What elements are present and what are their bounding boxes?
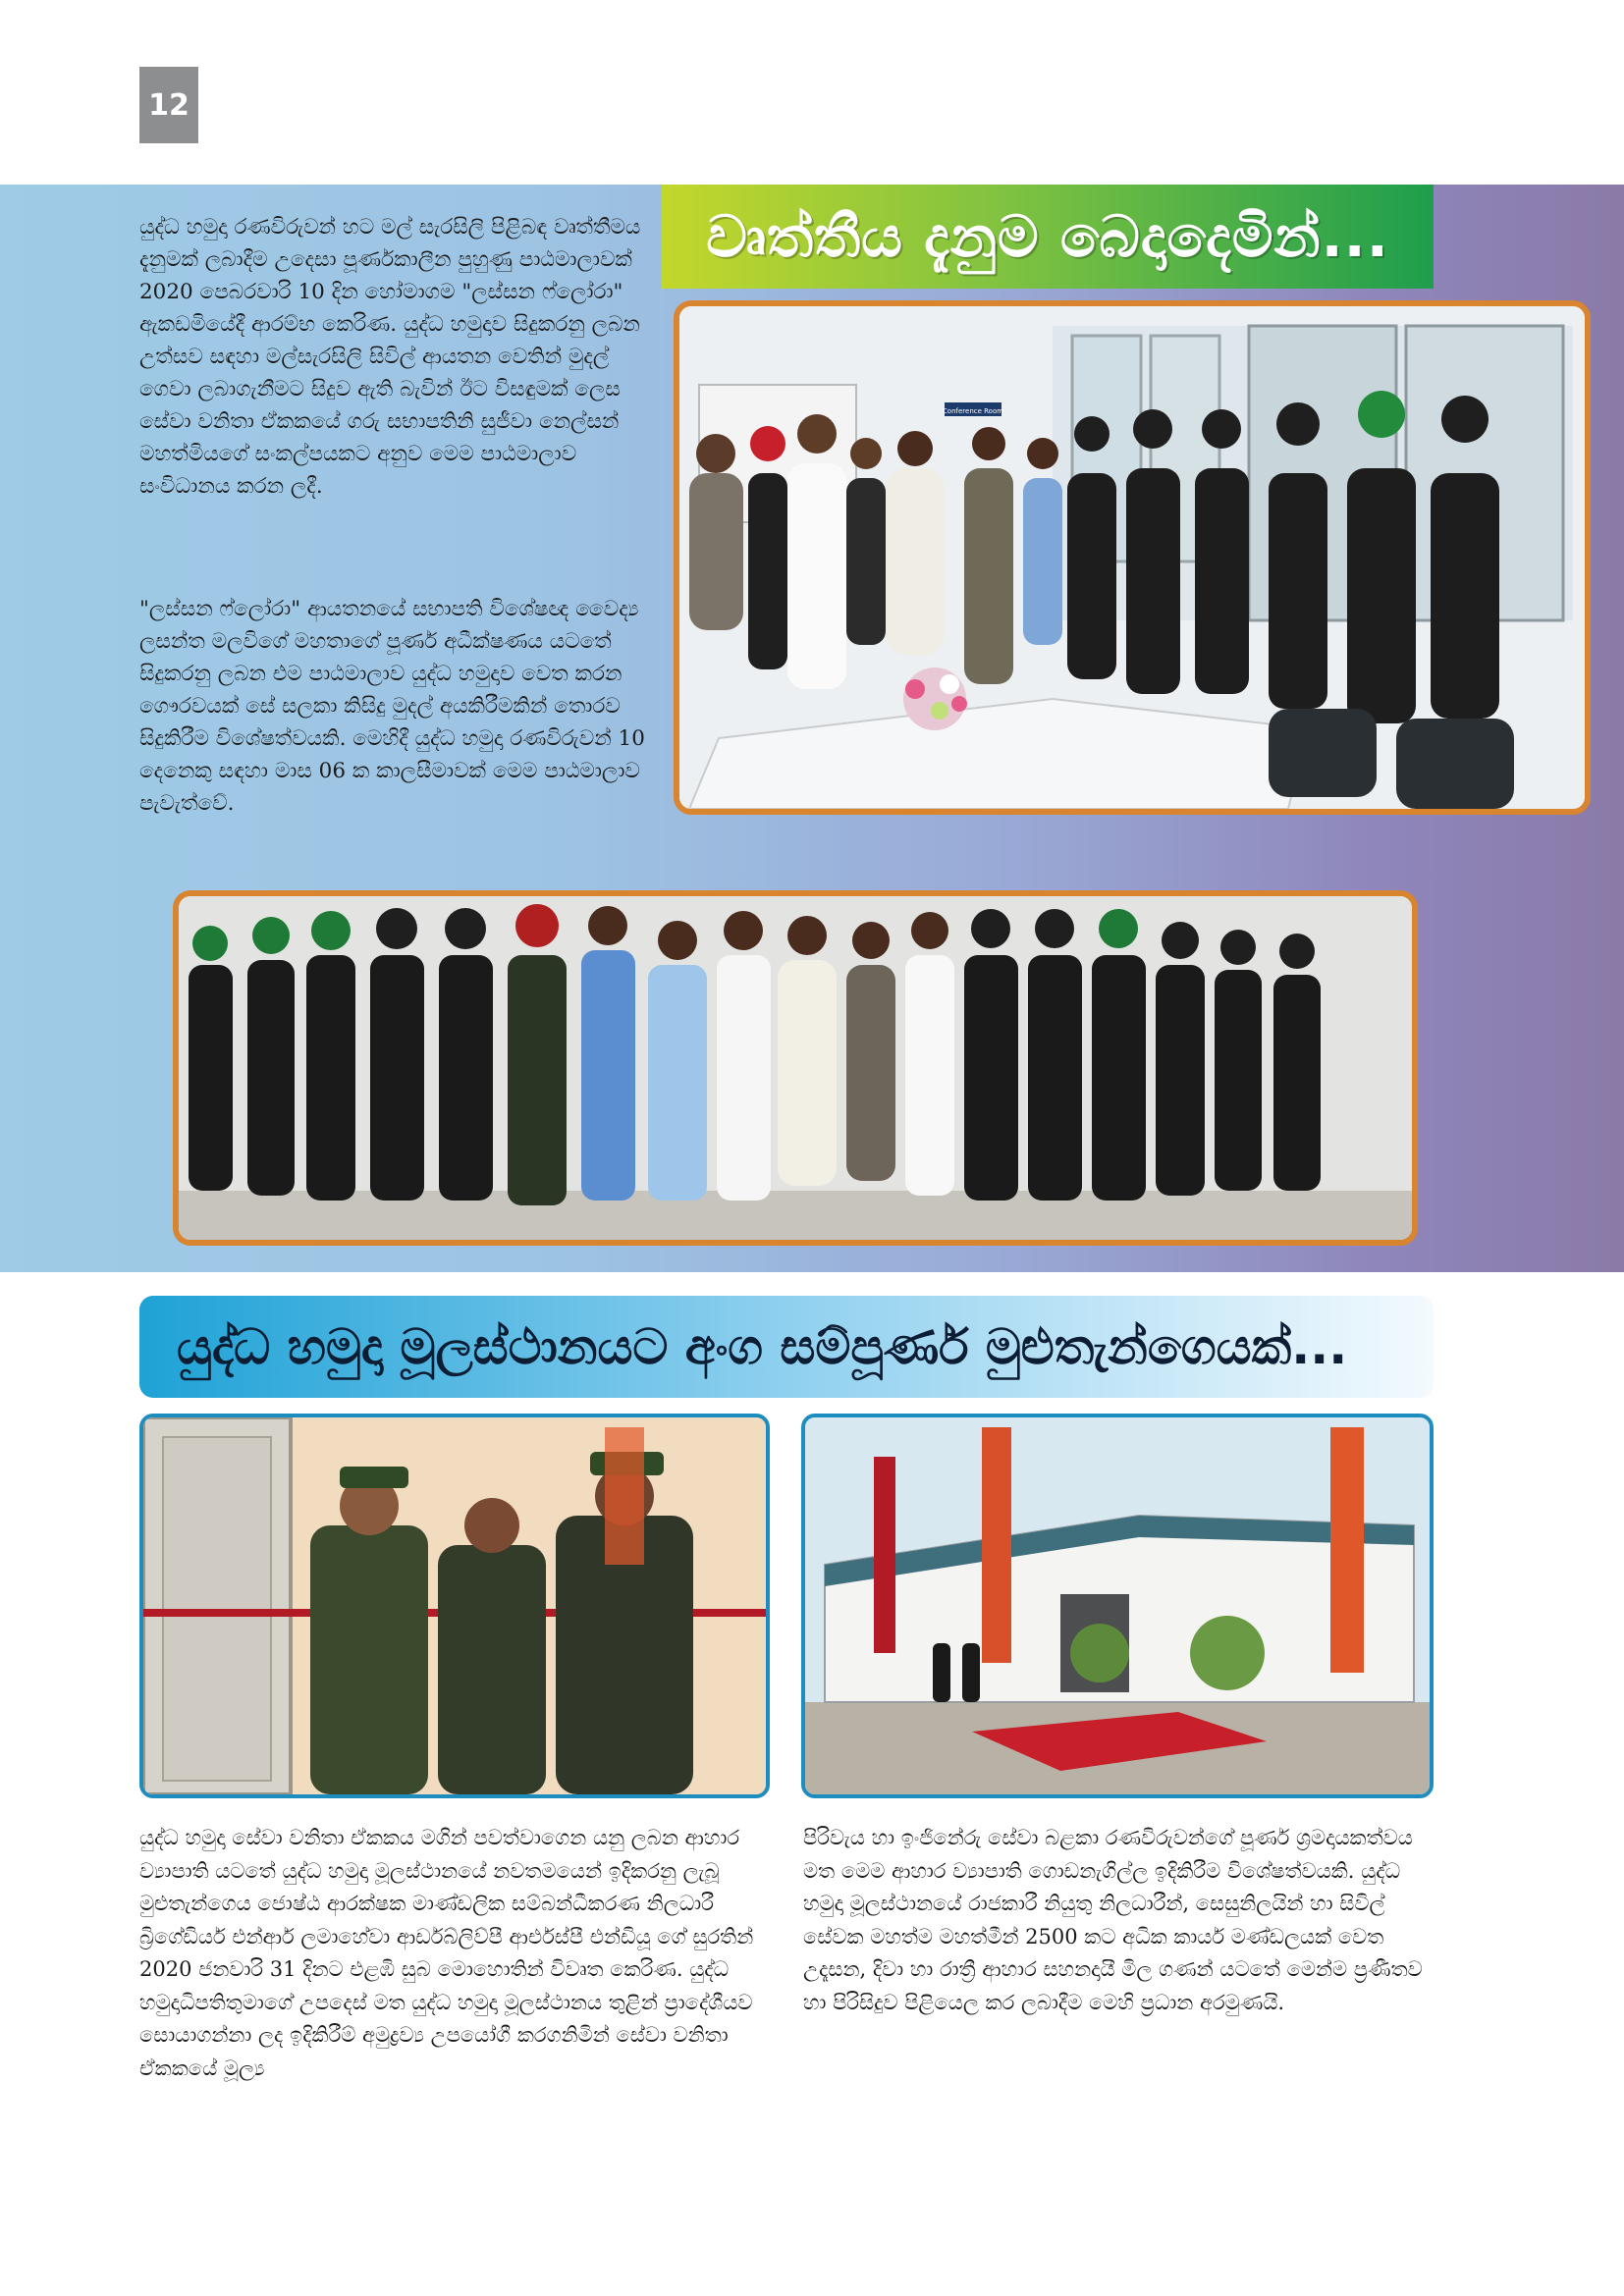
- section-1-paragraph-1: යුද්ධ හමුදා රණවිරුවන් හට මල් සැරසිලි පිළිබඳ වෘත්තීමය දැනුමක් ලබාදීම උදෙසා පූර්ණකාලීන පුහුණු පාඨමාලාවක් 2020 පෙබරවාරි 10 දින හෝමාගම "ලස්සන ෆ්ලෝරා" ඇකඩමියේදී ආරම්භ කෙරිණ. යුද්ධ හමුදාව සිදුකරනු ලබන උත්සව සඳහා මල්සැරසිලි සිවිල් ආයතන වෙතින් මුදල් ගෙවා ලබාගැනීමට සිදුව ඇති බැවින් ඊට විසඳුමක් ලෙස සේවා වනිතා ඒකකයේ ගරු සභාපතිනි සුජීවා නෙල්සන් මහත්මියගේ සංකල්පයකට අනුව මෙම පාඨමාලාව සංවිධානය කරන ලදී.: [139, 215, 641, 499]
- meeting-room-photo: [674, 300, 1591, 815]
- section-1-paragraph-2: "ලස්සන ෆ්ලෝරා" ආයතනයේ සභාපති විශේෂඥ වෛද්‍ය ලසන්ත මලවිගේ මහතාගේ පූර්ණ අධීක්ෂණය යටතේ සිදුකරනු ලබන එම පාඨමාලාව යුද්ධ හමුදාව වෙත කරන ගෞරවයක් සේ සලකා කිසිදු මුදල් අයකිරීමකින් තොරව සිදුකිරීම විශේෂත්වයකි. මෙහිදී යුද්ධ හමුදා රණවිරුවන් 10 දෙනෙකු සඳහා මාස 06 ක කාලසීමාවක් මෙම පාඨමාලාව පැවැත්වේ.: [139, 597, 645, 816]
- section-2-paragraph-1: යුද්ධ හමුදා සේවා වනිතා ඒකකය මගින් පවත්වාගෙන යනු ලබන ආහාර ව්‍යාපාති යටතේ යුද්ධ හමුදා මූලස්ථානයේ නවතමයෙන් ඉදිකරනු ලැබූ මුළුතැන්ගෙය ජොෂ්ඨ ආරක්ෂක මාණ්ඩලික සම්බන්ධීකරණ නිලධාරී බ්‍රිගේඩියර් එන්ආර් ලමාහේවා ආර්ඩබ්ලිව්පී ආර්එස්පී එන්ඩියූ ගේ සුරතින් 2020 ජනවාරි 31 දිනට එළඹි සුබ මොහොතින් විවෘත කෙරිණ. යුද්ධ හමුදාධිපතිතුමාගේ උපදෙස් මත යුද්ධ හමුදා මූලස්ථානය තුළින් ප්‍රාදේශීයව සොයාගන්නා ලද ඉදිකිරීම් අමුද්‍රව්‍ය උපයෝගී කරගනිමින් සේවා වනිතා ඒකකයේ මූල්‍ය: [139, 1826, 754, 2080]
- kitchen-building-illustration: [805, 1417, 1430, 1794]
- ribbon-cutting-illustration: [143, 1417, 766, 1794]
- group-photo-illustration: [179, 896, 1412, 1240]
- group-photo: [173, 890, 1418, 1246]
- page-number: 12: [139, 67, 198, 143]
- section-1-headline: වෘත්තීය දැනුම බෙදාදෙමින්...: [662, 185, 1434, 289]
- section-2-paragraph-2: පිරිවැය හා ඉංජිනේරු සේවා බළකා රණවිරුවන්ගේ පූර්ණ ශ්‍රමදායකත්වය මත මෙම ආහාර ව්‍යාපාති ගොඩනැගිල්ල ඉදිකිරීම විශේෂත්වයකි. යුද්ධ හමුදා මූලස්ථානයේ රාජකාරී නියුතු නිලධාරීන්, සෙසුනිලයින් හා සිවිල් සේවක මහත්ම මහත්මීන් 2500 කට අධික කාර්ය මණ්ඩලයක් වෙත උදෑසන, දිවා හා රාත්‍රී ආහාර සහනදායී මිල ගණන් යටතේ මෙන්ම ප්‍රණීතව හා පිරිසිදුව පිළියෙල කර ලබාදීම මෙහි ප්‍රධාන අරමුණයි.: [803, 1826, 1423, 2014]
- section-2-headline: යුද්ධ හමුදා මූලස්ථානයට අංග සම්පූර්ණ මුළුතැන්ගෙයක්...: [139, 1296, 1434, 1398]
- kitchen-building-photo: [801, 1414, 1434, 1798]
- meeting-room-illustration: [679, 306, 1585, 809]
- room-sign-label: Conference Room: [942, 407, 1004, 415]
- ribbon-cutting-photo: [139, 1414, 770, 1798]
